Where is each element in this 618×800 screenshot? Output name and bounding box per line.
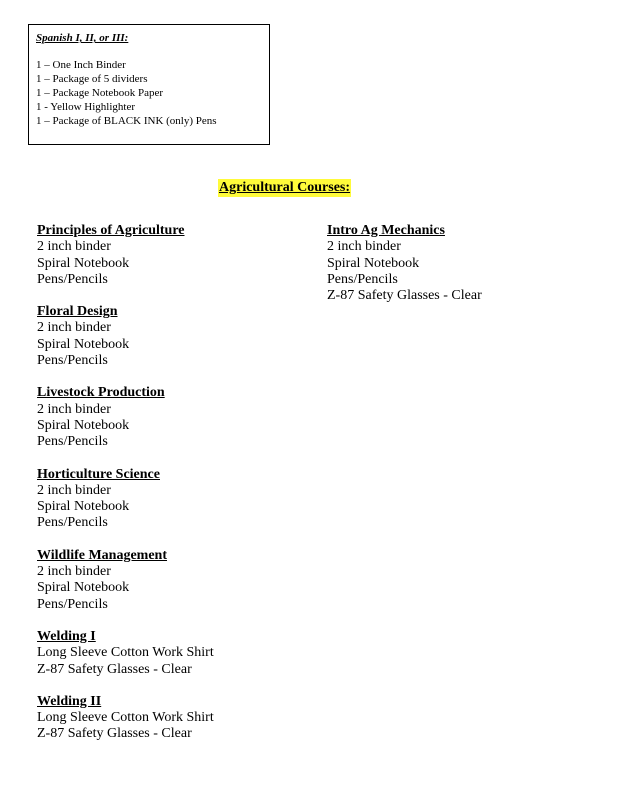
list-item: Pens/Pencils: [37, 271, 108, 287]
right-course-column: [327, 223, 482, 320]
course-title: Horticulture Science: [37, 466, 160, 482]
list-item: Spiral Notebook: [37, 417, 130, 433]
list-item: 1 – Package of 5 dividers: [36, 73, 148, 85]
course-wildlife-management: [37, 548, 214, 613]
course-welding-1: [37, 629, 214, 678]
spanish-box-title: Spanish I, II, or III:: [36, 32, 129, 44]
list-item: Spiral Notebook: [37, 336, 130, 352]
course-welding-2: [37, 694, 214, 743]
list-item: 2 inch binder: [37, 401, 111, 417]
list-item: Long Sleeve Cotton Work Shirt: [37, 710, 214, 726]
course-floral-design: [37, 304, 214, 369]
course-title: Principles of Agriculture: [37, 223, 185, 238]
list-item: Spiral Notebook: [37, 499, 130, 515]
list-item: Spiral Notebook: [37, 255, 130, 271]
list-item: Z-87 Safety Glasses - Clear: [37, 726, 192, 742]
course-title: Floral Design: [37, 304, 118, 320]
list-item: 2 inch binder: [327, 239, 401, 255]
course-intro-ag-mechanics: [327, 223, 482, 304]
list-item: 1 – Package Notebook Paper: [36, 87, 164, 99]
list-item: 2 inch binder: [37, 239, 111, 255]
list-item: Pens/Pencils: [37, 434, 108, 450]
list-item: Z-87 Safety Glasses - Clear: [37, 661, 192, 677]
course-title: Intro Ag Mechanics: [327, 223, 445, 238]
list-item: 2 inch binder: [37, 320, 111, 336]
list-item: Long Sleeve Cotton Work Shirt: [37, 645, 214, 661]
spanish-supply-box: [28, 24, 270, 145]
list-item: 1 – One Inch Binder: [36, 59, 126, 71]
list-item: 1 – Package of BLACK INK (only) Pens: [36, 115, 217, 127]
course-title: Livestock Production: [37, 385, 165, 401]
course-horticulture-science: [37, 467, 214, 532]
list-item: Pens/Pencils: [37, 353, 108, 369]
list-item: Spiral Notebook: [37, 580, 130, 596]
course-principles-of-agriculture: [37, 223, 214, 288]
agricultural-courses-heading: Agricultural Courses:: [219, 180, 351, 195]
list-item: 2 inch binder: [37, 564, 111, 580]
list-item: Z-87 Safety Glasses - Clear: [327, 288, 482, 304]
course-title: Wildlife Management: [37, 547, 168, 563]
list-item: Spiral Notebook: [327, 255, 420, 271]
left-course-column: [37, 223, 214, 759]
list-item: Pens/Pencils: [37, 596, 108, 612]
course-title: Welding II: [37, 693, 102, 709]
list-item: Pens/Pencils: [37, 515, 108, 531]
list-item: 2 inch binder: [37, 482, 111, 498]
course-livestock-production: [37, 385, 214, 450]
spanish-supply-list: [36, 58, 269, 128]
list-item: Pens/Pencils: [327, 271, 398, 287]
course-title: Welding I: [37, 628, 96, 644]
list-item: 1 - Yellow Highlighter: [36, 101, 135, 113]
